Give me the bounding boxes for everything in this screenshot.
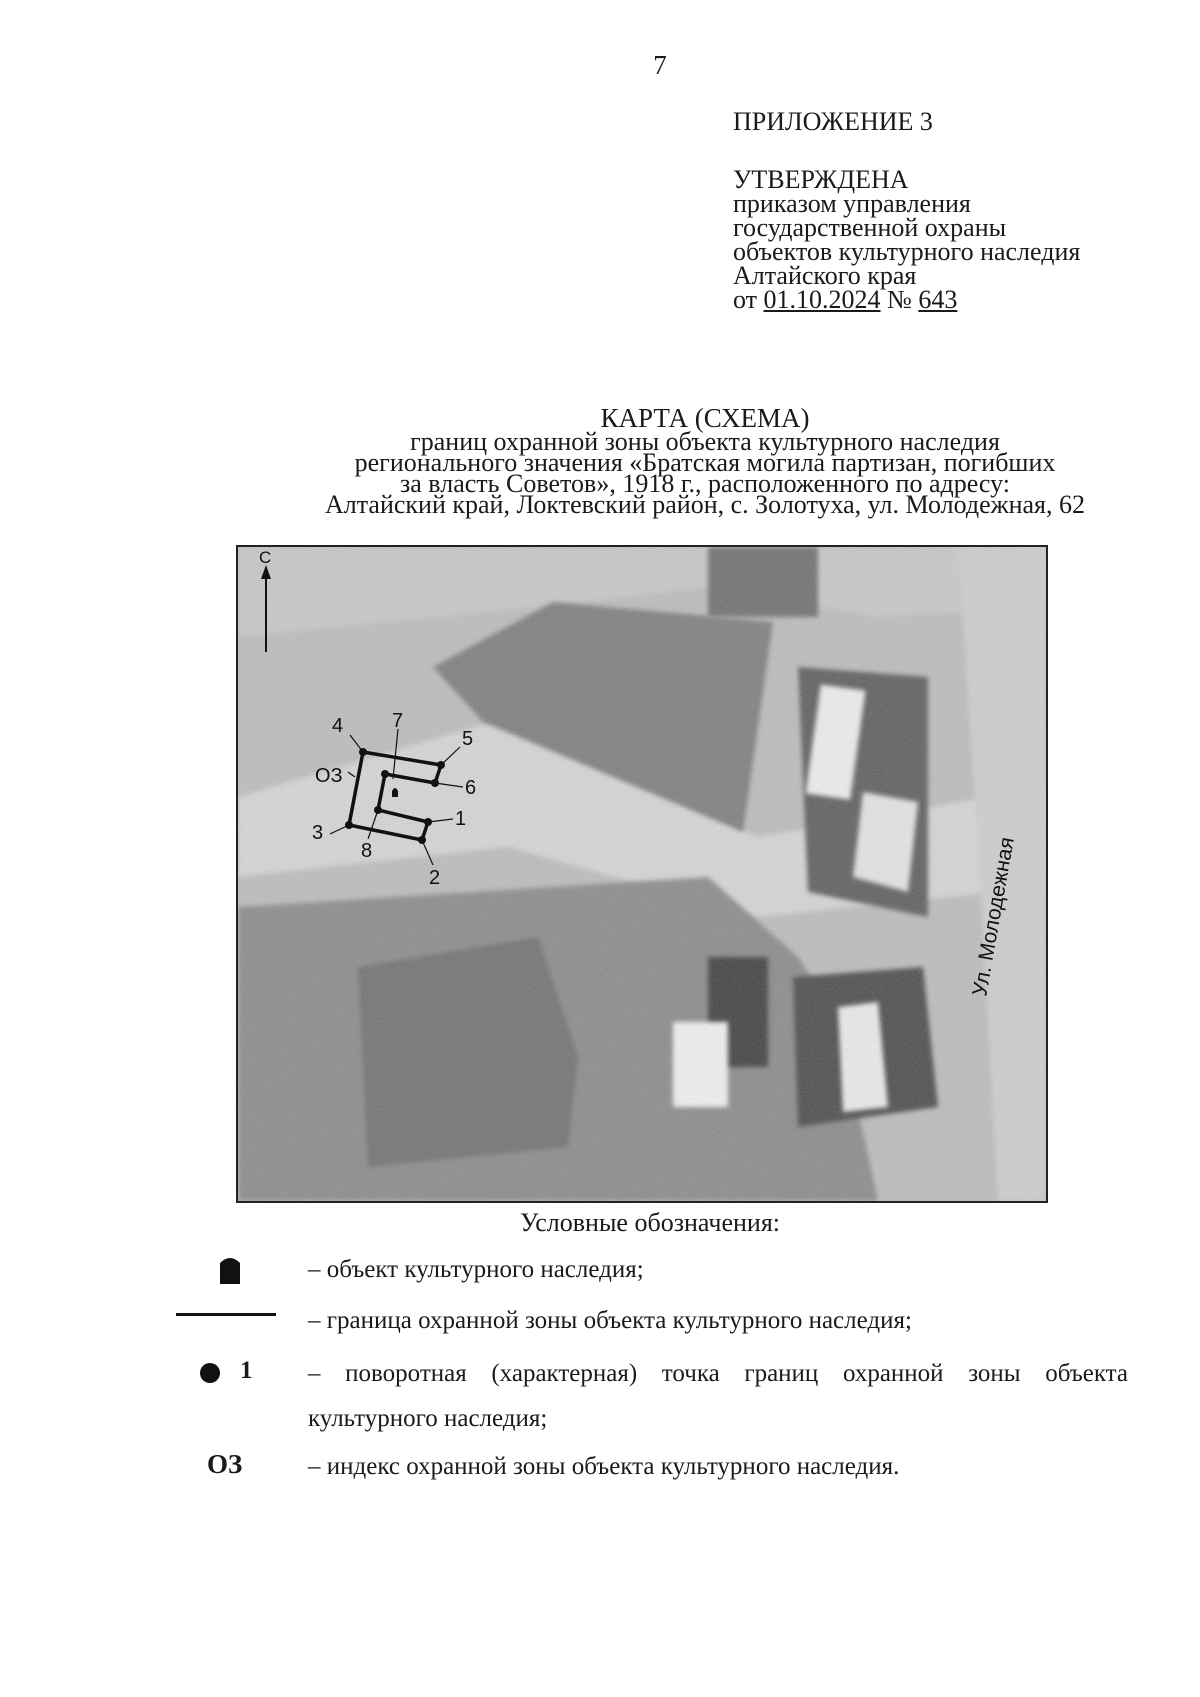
page-number: 7 [653, 50, 667, 80]
boundary-point [381, 770, 389, 778]
zone-index-symbol: ОЗ [207, 1449, 243, 1479]
point-label: 8 [361, 840, 373, 862]
legend-title: Условные обозначения: [519, 1208, 781, 1237]
title-line: регионального значения «Братская могила партизан, погибших [354, 448, 1056, 477]
approval-line: объектов культурного наследия [733, 237, 1081, 266]
title-line: за власть Советов», 1918 г., расположенного по адресу: [400, 469, 1010, 498]
point-label: 2 [429, 867, 441, 889]
point-label: 6 [465, 777, 477, 799]
point-label: 1 [455, 808, 467, 830]
legend-point-cont: культурного наследия; [308, 1405, 548, 1432]
appendix-label: ПРИЛОЖЕНИЕ 3 [733, 107, 933, 136]
boundary-line-symbol [176, 1313, 276, 1316]
title-line: Алтайский край, Локтевский район, с. Золотуха, ул. Молодежная, 62 [324, 490, 1086, 519]
approval-line: Алтайского края [733, 261, 917, 290]
point-label: 7 [392, 710, 404, 732]
approval-block [733, 107, 1081, 314]
legend-object: – объект культурного наследия; [308, 1256, 644, 1283]
north-label: С [259, 548, 272, 567]
point-label: 3 [312, 822, 324, 844]
map-title: КАРТА (СХЕМА) [600, 403, 810, 433]
point-label: 5 [462, 728, 474, 750]
point-label: 4 [332, 715, 344, 737]
zone-label: ОЗ [315, 765, 343, 787]
approval-line: государственной охраны [733, 213, 1007, 242]
aerial-map [236, 545, 1048, 1203]
approval-line: приказом управления [733, 189, 971, 218]
point-symbol [200, 1363, 220, 1383]
monument-icon [218, 1255, 242, 1285]
legend-index: – индекс охранной зоны объекта культурного наследия. [308, 1453, 900, 1480]
date-prefix: от [733, 285, 758, 314]
photo-grain [238, 547, 1046, 1201]
approval-date: 01.10.2024 [763, 285, 881, 314]
document-title [200, 403, 1200, 519]
title-line: границ охранной зоны объекта культурного наследия [410, 427, 1000, 456]
approval-date-line [733, 285, 1080, 314]
number-sign: № [887, 285, 912, 314]
legend-boundary: – граница охранной зоны объекта культурного наследия; [308, 1307, 912, 1334]
approved-label: УТВЕРЖДЕНА [733, 165, 909, 194]
legend-point: – поворотная (характерная) точка границ охранной зоны объекта [308, 1360, 1128, 1387]
street-label: Ул. Молодежная [968, 835, 1019, 998]
approval-number: 643 [918, 285, 958, 314]
point-symbol-label: 1 [240, 1357, 253, 1384]
